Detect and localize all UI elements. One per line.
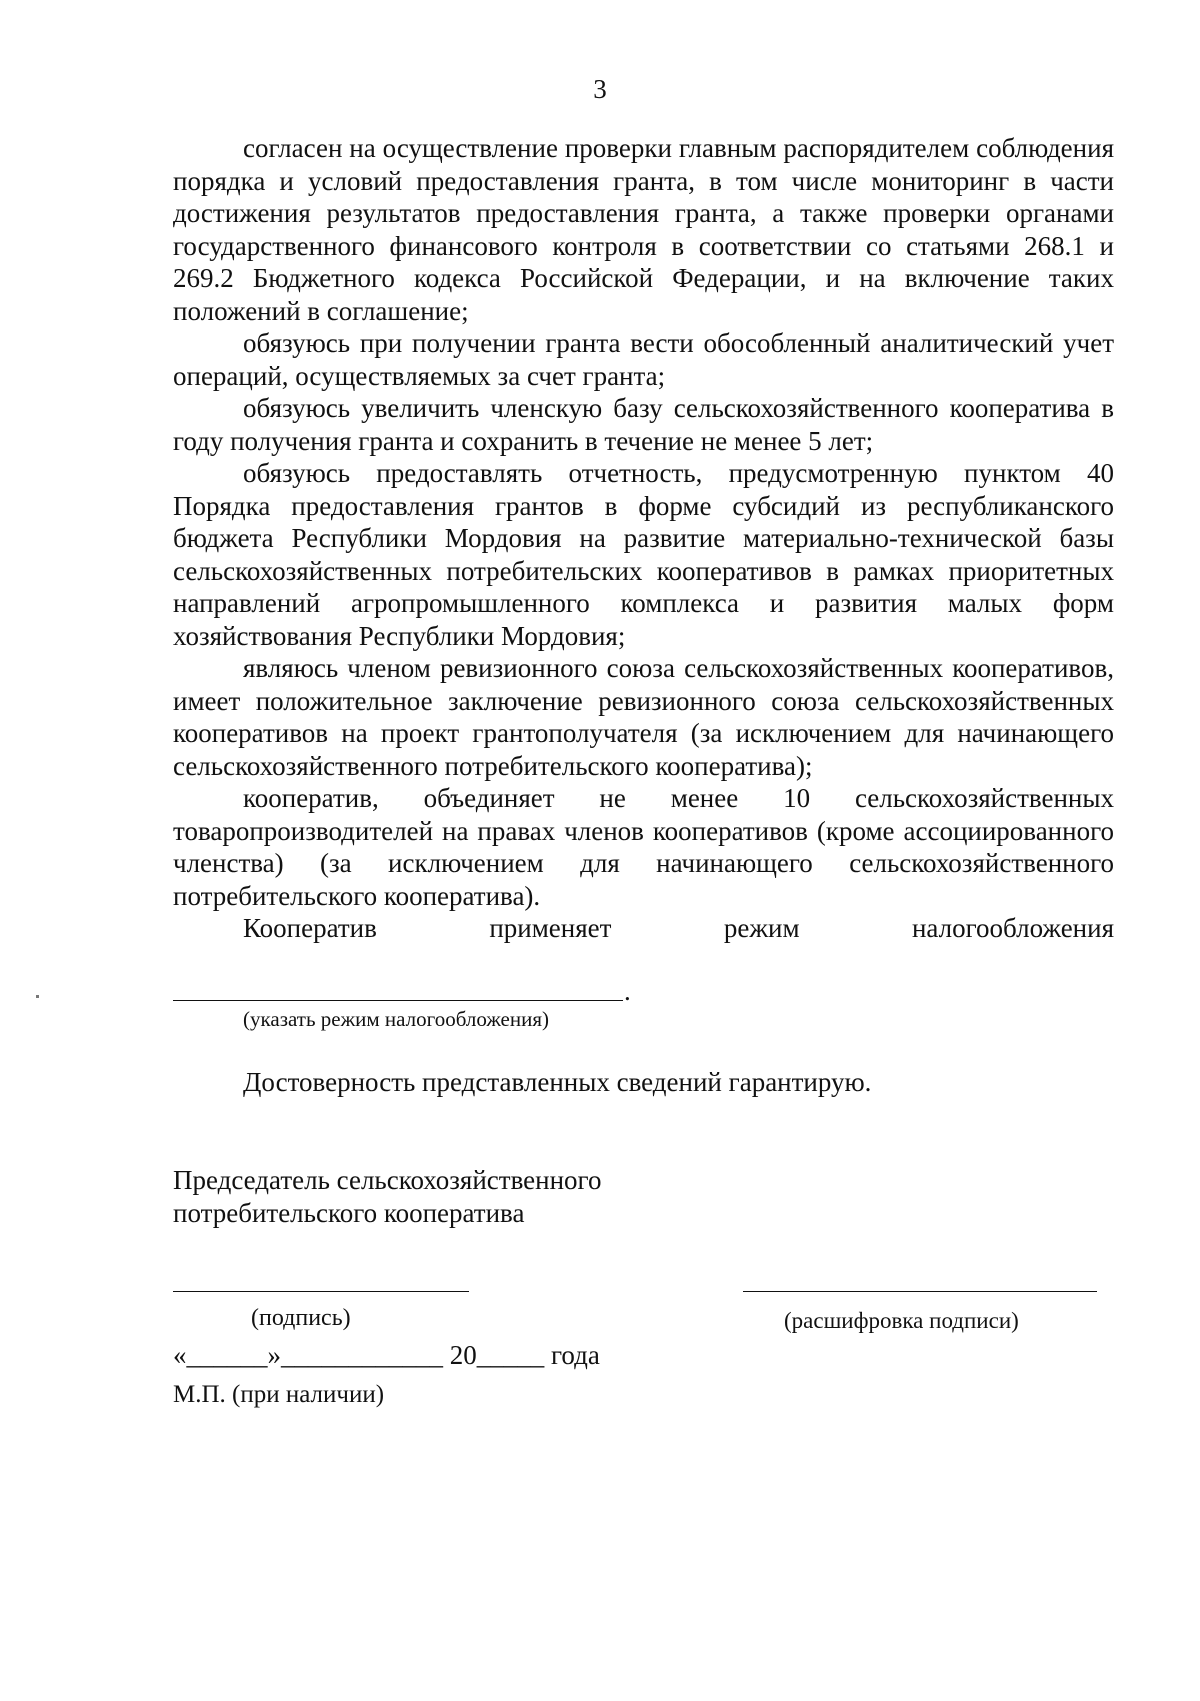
chairman-title — [173, 1164, 601, 1230]
paragraph-cooperative-members: кооператив, объединяет не менее 10 сельскохозяйственных товаропроизводителей на правах членов кооперативов (кроме ассоциированного членства) (за исключением для начинающего сельскохозяйственного потребительского кооператива). — [173, 783, 1114, 911]
chairman-title-line2: потребительского кооператива — [173, 1198, 525, 1228]
paragraph-audit-union: являюсь членом ревизионного союза сельскохозяйственных кооперативов, имеет положительное заключение ревизионного союза сельскохозяйственных кооперативов на проект грантополучателя (за исключением для начинающего сельскохозяйственного потребительского кооператива); — [173, 653, 1114, 781]
chairman-title-line1: Председатель сельскохозяйственного — [173, 1165, 602, 1195]
date-line: «______»____________ 20_____ года — [173, 1340, 600, 1370]
paragraph-verification-consent: согласен на осуществление проверки главным распорядителем соблюдения порядка и условий предоставления гранта, в том числе мониторинг в части достижения результатов предоставления гранта, а также проверки органами государственного финансового контроля в соответствии со статьями 268.1 и 269.2 Бюджетного кодекса Российской Федерации, и на включение таких положений в соглашение; — [173, 133, 1114, 326]
signature-hint: (подпись) — [251, 1305, 351, 1331]
tax-regime-blank-line — [173, 1000, 623, 1001]
page-number: 3 — [593, 74, 607, 104]
signature-blank-line — [173, 1291, 469, 1292]
guarantee-statement: Достоверность представленных сведений гарантирую. — [243, 1067, 872, 1097]
signature-decode-blank-line — [743, 1291, 1097, 1292]
paragraph-separate-accounting: обязуюсь при получении гранта вести обособленный аналитический учет операций, осуществляемых за счет гранта; — [173, 328, 1114, 391]
stamp-note: М.П. (при наличии) — [173, 1381, 385, 1408]
paragraph-tax-regime: Кооператив применяет режим налогообложения — [243, 913, 1114, 943]
document-body — [173, 132, 1114, 945]
paragraph-reporting-obligation: обязуюсь предоставлять отчетность, предусмотренную пунктом 40 Порядка предоставления грантов в форме субсидий из республиканского бюджета Республики Мордовия на развитие материально-технической базы сельскохозяйственных потребительских кооперативов в рамках приоритетных направлений агропромышленного комплекса и развития малых форм хозяйствования Республики Мордовия; — [173, 458, 1114, 651]
tax-regime-hint: (указать режим налогообложения) — [243, 1007, 549, 1031]
signature-decode-hint: (расшифровка подписи) — [784, 1308, 1019, 1333]
scan-speck — [36, 995, 39, 998]
paragraph-membership-increase: обязуюсь увеличить членскую базу сельскохозяйственного кооператива в году получения гранта и сохранить в течение не менее 5 лет; — [173, 393, 1114, 456]
tax-regime-period: . — [624, 976, 631, 1006]
